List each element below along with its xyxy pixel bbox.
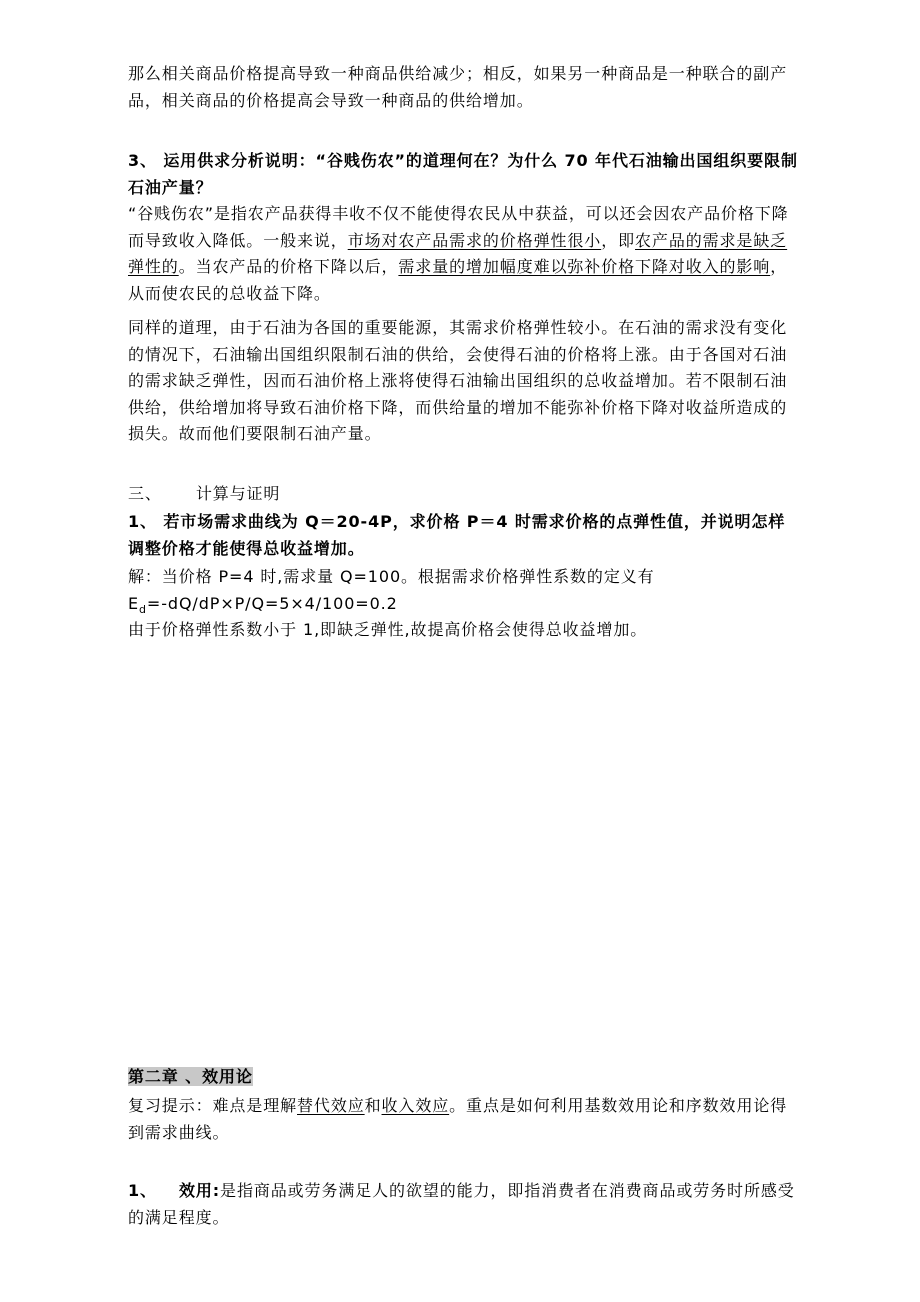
underlined-phrase: 市场对农产品需求的价格弹性很小 (347, 230, 602, 250)
item-number: 1、 (128, 1181, 157, 1200)
intro-paragraph: 那么相关商品价格提高导致一种商品供给减少；相反，如果另一种商品是一种联合的副产品，相关商品的价格提高会导致一种商品的供给增加。 (128, 64, 788, 110)
elasticity-formula: $E_d=-dQ/dP\times P/Q=5\times 4/100=0.2$ (128, 593, 398, 616)
underlined-term: 替代效应 (297, 1096, 365, 1115)
item-text: 是指商品或劳务满足人的欲望的能力，即指消费者在消费商品或劳务时所感受的满足程度。 (128, 1181, 795, 1227)
q3-text: “谷贱伤农”是指农产品获得丰收不仅不能使得农民从中获益，可以还会因农产品价格下降而导致收入降低。一般来说， (128, 204, 789, 250)
utility-definition (128, 1178, 800, 1231)
question-3-heading: 3、 运用供求分析说明：“谷贱伤农”的道理何在？为什么 70 年代石油输出国组织要限制石油产量？ (128, 151, 798, 197)
underlined-phrase: 需求量的增加幅度难以弥补价格下降对收入的影响 (398, 257, 771, 276)
underlined-phrase: 农产品的需求是缺乏弹性的 (128, 230, 788, 276)
q3-text: ，从而使农民的总收益下降。 (128, 257, 788, 303)
question-3-paragraph-2: 同样的道理，由于石油为各国的重要能源，其需求价格弹性较小。在石油的需求没有变化的情况下，石油输出国组织限制石油的供给，会使得石油的价格将上涨。由于各国对石油的需求缺乏弹性，因而石油价格上涨将使得石油输出国组织的总收益增加。若不限制石油供给，供给增加将导致石油价格下降，而供给量的增加不能弥补价格下降对收益所造成的损失。故而他们要限制石油产量。 (128, 318, 788, 443)
section-number: 三、 (128, 484, 162, 503)
chapter-2-review-hint: 复习提示：难点是理解替代效应和收入效应。重点是如何利用基数效用论和序数效用论得到需求曲线。 (128, 1096, 788, 1142)
q3-text: 。当农产品的价格下降以后， (178, 257, 399, 276)
section-title: 计算与证明 (195, 484, 281, 503)
item-term: 效用: (178, 1181, 221, 1200)
question-3-paragraph-1 (128, 201, 800, 307)
section-3-heading (128, 481, 800, 508)
chapter-2-title (128, 1064, 800, 1091)
highlighted-chapter-title: 第二章 、效用论 (128, 1067, 253, 1086)
underlined-term: 收入效应 (381, 1096, 450, 1115)
q3-text: ，即 (601, 230, 636, 250)
calc-1-solution: 解：当价格 P=4 时,需求量 Q=100。根据需求价格弹性系数的定义有 $E_d=-dQ/dP\times P/Q=5\times 4/100=0.2$ 由于价格弹性系数小于 1,即缺乏弹性,故提高价格会使得总收益增加。 (128, 564, 800, 644)
calc-1-heading: 1、 若市场需求曲线为 Q＝20-4P，求价格 P＝4 时需求价格的点弹性值，并说明怎样调整价格才能使得总收益增加。 (128, 512, 786, 558)
